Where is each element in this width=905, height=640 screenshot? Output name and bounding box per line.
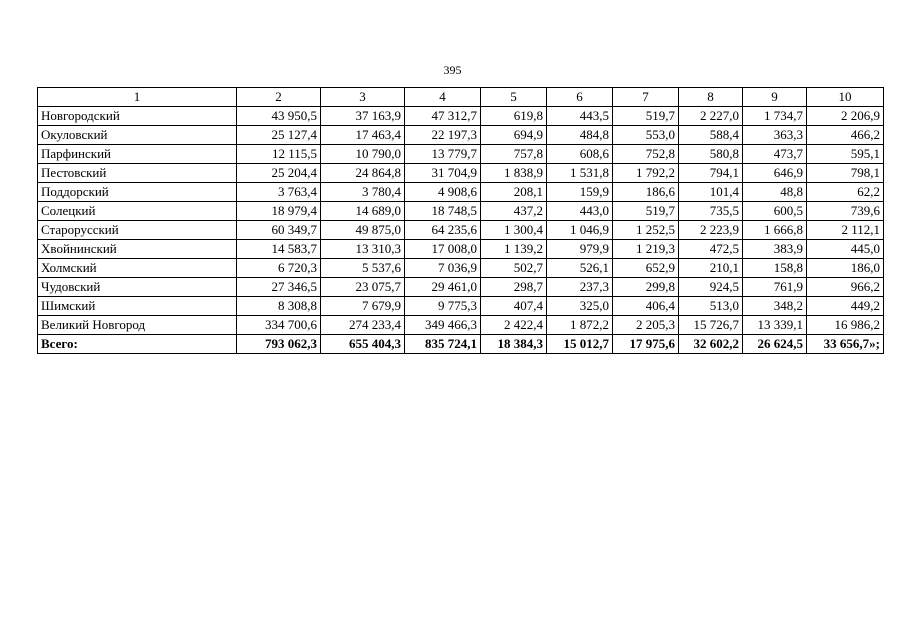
table-cell: 33 656,7»; xyxy=(807,335,884,354)
table-cell: 101,4 xyxy=(679,183,743,202)
table-cell: 18 384,3 xyxy=(481,335,547,354)
table-cell: 383,9 xyxy=(743,240,807,259)
data-table xyxy=(37,87,884,354)
table-cell: 60 349,7 xyxy=(237,221,321,240)
row-label: Поддорский xyxy=(38,183,237,202)
table-cell: 158,8 xyxy=(743,259,807,278)
row-label: Всего: xyxy=(38,335,237,354)
table-cell: 406,4 xyxy=(613,297,679,316)
table-cell: 443,5 xyxy=(547,107,613,126)
table-cell: 966,2 xyxy=(807,278,884,297)
table-cell: 16 986,2 xyxy=(807,316,884,335)
table-cell: 1 838,9 xyxy=(481,164,547,183)
table-cell: 18 748,5 xyxy=(405,202,481,221)
row-label: Холмский xyxy=(38,259,237,278)
table-cell: 794,1 xyxy=(679,164,743,183)
table-cell: 48,8 xyxy=(743,183,807,202)
table-cell: 588,4 xyxy=(679,126,743,145)
table-cell: 47 312,7 xyxy=(405,107,481,126)
table-header-row xyxy=(38,88,884,107)
table-cell: 49 875,0 xyxy=(321,221,405,240)
table-cell: 274 233,4 xyxy=(321,316,405,335)
table-row xyxy=(38,126,884,145)
table-cell: 17 463,4 xyxy=(321,126,405,145)
table-cell: 1 531,8 xyxy=(547,164,613,183)
table-cell: 445,0 xyxy=(807,240,884,259)
row-label: Окуловский xyxy=(38,126,237,145)
table-cell: 1 219,3 xyxy=(613,240,679,259)
table-cell: 37 163,9 xyxy=(321,107,405,126)
table-cell: 210,1 xyxy=(679,259,743,278)
table-row xyxy=(38,259,884,278)
table-cell: 526,1 xyxy=(547,259,613,278)
table-cell: 595,1 xyxy=(807,145,884,164)
table-cell: 31 704,9 xyxy=(405,164,481,183)
table-row xyxy=(38,240,884,259)
column-header: 10 xyxy=(807,88,884,107)
table-cell: 32 602,2 xyxy=(679,335,743,354)
table-cell: 3 780,4 xyxy=(321,183,405,202)
column-header: 4 xyxy=(405,88,481,107)
table-cell: 348,2 xyxy=(743,297,807,316)
table-row xyxy=(38,164,884,183)
table-row xyxy=(38,107,884,126)
table-cell: 325,0 xyxy=(547,297,613,316)
table-cell: 3 763,4 xyxy=(237,183,321,202)
table-cell: 694,9 xyxy=(481,126,547,145)
table-cell: 349 466,3 xyxy=(405,316,481,335)
column-header: 3 xyxy=(321,88,405,107)
table-cell: 513,0 xyxy=(679,297,743,316)
table-row xyxy=(38,221,884,240)
table-cell: 2 205,3 xyxy=(613,316,679,335)
table-cell: 739,6 xyxy=(807,202,884,221)
row-label: Парфинский xyxy=(38,145,237,164)
table-cell: 10 790,0 xyxy=(321,145,405,164)
table-cell: 1 792,2 xyxy=(613,164,679,183)
table-cell: 1 139,2 xyxy=(481,240,547,259)
table-cell: 22 197,3 xyxy=(405,126,481,145)
column-header: 9 xyxy=(743,88,807,107)
row-label: Чудовский xyxy=(38,278,237,297)
row-label: Пестовский xyxy=(38,164,237,183)
table-cell: 1 734,7 xyxy=(743,107,807,126)
table-cell: 1 252,5 xyxy=(613,221,679,240)
table-cell: 363,3 xyxy=(743,126,807,145)
table-cell: 519,7 xyxy=(613,107,679,126)
table-cell: 835 724,1 xyxy=(405,335,481,354)
table-row xyxy=(38,316,884,335)
table-cell: 15 726,7 xyxy=(679,316,743,335)
table-cell: 1 872,2 xyxy=(547,316,613,335)
table-cell: 64 235,6 xyxy=(405,221,481,240)
column-header: 8 xyxy=(679,88,743,107)
table-cell: 12 115,5 xyxy=(237,145,321,164)
row-label: Хвойнинский xyxy=(38,240,237,259)
table-cell: 27 346,5 xyxy=(237,278,321,297)
column-header: 1 xyxy=(38,88,237,107)
table-cell: 9 775,3 xyxy=(405,297,481,316)
table-cell: 466,2 xyxy=(807,126,884,145)
table-cell: 14 689,0 xyxy=(321,202,405,221)
table-cell: 608,6 xyxy=(547,145,613,164)
table-cell: 646,9 xyxy=(743,164,807,183)
table-cell: 23 075,7 xyxy=(321,278,405,297)
row-label: Старорусский xyxy=(38,221,237,240)
table-row xyxy=(38,145,884,164)
table-cell: 793 062,3 xyxy=(237,335,321,354)
table-cell: 8 308,8 xyxy=(237,297,321,316)
table-cell: 1 666,8 xyxy=(743,221,807,240)
row-label: Шимский xyxy=(38,297,237,316)
table-cell: 299,8 xyxy=(613,278,679,297)
table-cell: 407,4 xyxy=(481,297,547,316)
row-label: Великий Новгород xyxy=(38,316,237,335)
table-cell: 502,7 xyxy=(481,259,547,278)
table-cell: 2 227,0 xyxy=(679,107,743,126)
table-cell: 600,5 xyxy=(743,202,807,221)
table-cell: 472,5 xyxy=(679,240,743,259)
table-cell: 757,8 xyxy=(481,145,547,164)
table-row xyxy=(38,297,884,316)
table-cell: 25 204,4 xyxy=(237,164,321,183)
table-total-row xyxy=(38,335,884,354)
table-cell: 652,9 xyxy=(613,259,679,278)
table-cell: 2 422,4 xyxy=(481,316,547,335)
column-header: 5 xyxy=(481,88,547,107)
table-cell: 7 036,9 xyxy=(405,259,481,278)
table-cell: 14 583,7 xyxy=(237,240,321,259)
table-cell: 18 979,4 xyxy=(237,202,321,221)
table-cell: 334 700,6 xyxy=(237,316,321,335)
table-cell: 2 223,9 xyxy=(679,221,743,240)
table-cell: 752,8 xyxy=(613,145,679,164)
column-header: 2 xyxy=(237,88,321,107)
table-cell: 298,7 xyxy=(481,278,547,297)
table-row xyxy=(38,202,884,221)
table-cell: 553,0 xyxy=(613,126,679,145)
table-cell: 13 339,1 xyxy=(743,316,807,335)
table-cell: 17 975,6 xyxy=(613,335,679,354)
table-cell: 29 461,0 xyxy=(405,278,481,297)
table-cell: 619,8 xyxy=(481,107,547,126)
table-cell: 2 112,1 xyxy=(807,221,884,240)
table-cell: 580,8 xyxy=(679,145,743,164)
table-row xyxy=(38,278,884,297)
table-cell: 473,7 xyxy=(743,145,807,164)
column-header: 6 xyxy=(547,88,613,107)
page-number: 395 xyxy=(443,63,462,77)
table-cell: 237,3 xyxy=(547,278,613,297)
table-cell: 13 310,3 xyxy=(321,240,405,259)
table-cell: 15 012,7 xyxy=(547,335,613,354)
column-header: 7 xyxy=(613,88,679,107)
table-cell: 449,2 xyxy=(807,297,884,316)
table-cell: 798,1 xyxy=(807,164,884,183)
table-cell: 25 127,4 xyxy=(237,126,321,145)
table-cell: 62,2 xyxy=(807,183,884,202)
table-cell: 17 008,0 xyxy=(405,240,481,259)
table-cell: 924,5 xyxy=(679,278,743,297)
table-cell: 443,0 xyxy=(547,202,613,221)
row-label: Новгородский xyxy=(38,107,237,126)
table-cell: 655 404,3 xyxy=(321,335,405,354)
table-cell: 13 779,7 xyxy=(405,145,481,164)
table-cell: 159,9 xyxy=(547,183,613,202)
table-cell: 2 206,9 xyxy=(807,107,884,126)
row-label: Солецкий xyxy=(38,202,237,221)
table-cell: 6 720,3 xyxy=(237,259,321,278)
table-cell: 761,9 xyxy=(743,278,807,297)
table-cell: 735,5 xyxy=(679,202,743,221)
table-cell: 1 300,4 xyxy=(481,221,547,240)
table-cell: 208,1 xyxy=(481,183,547,202)
table-cell: 979,9 xyxy=(547,240,613,259)
table-cell: 5 537,6 xyxy=(321,259,405,278)
table-cell: 519,7 xyxy=(613,202,679,221)
table-cell: 4 908,6 xyxy=(405,183,481,202)
table-cell: 186,6 xyxy=(613,183,679,202)
table-cell: 24 864,8 xyxy=(321,164,405,183)
table-cell: 484,8 xyxy=(547,126,613,145)
table-cell: 186,0 xyxy=(807,259,884,278)
table-cell: 7 679,9 xyxy=(321,297,405,316)
table-cell: 437,2 xyxy=(481,202,547,221)
table-cell: 26 624,5 xyxy=(743,335,807,354)
table-cell: 1 046,9 xyxy=(547,221,613,240)
table-row xyxy=(38,183,884,202)
table-cell: 43 950,5 xyxy=(237,107,321,126)
